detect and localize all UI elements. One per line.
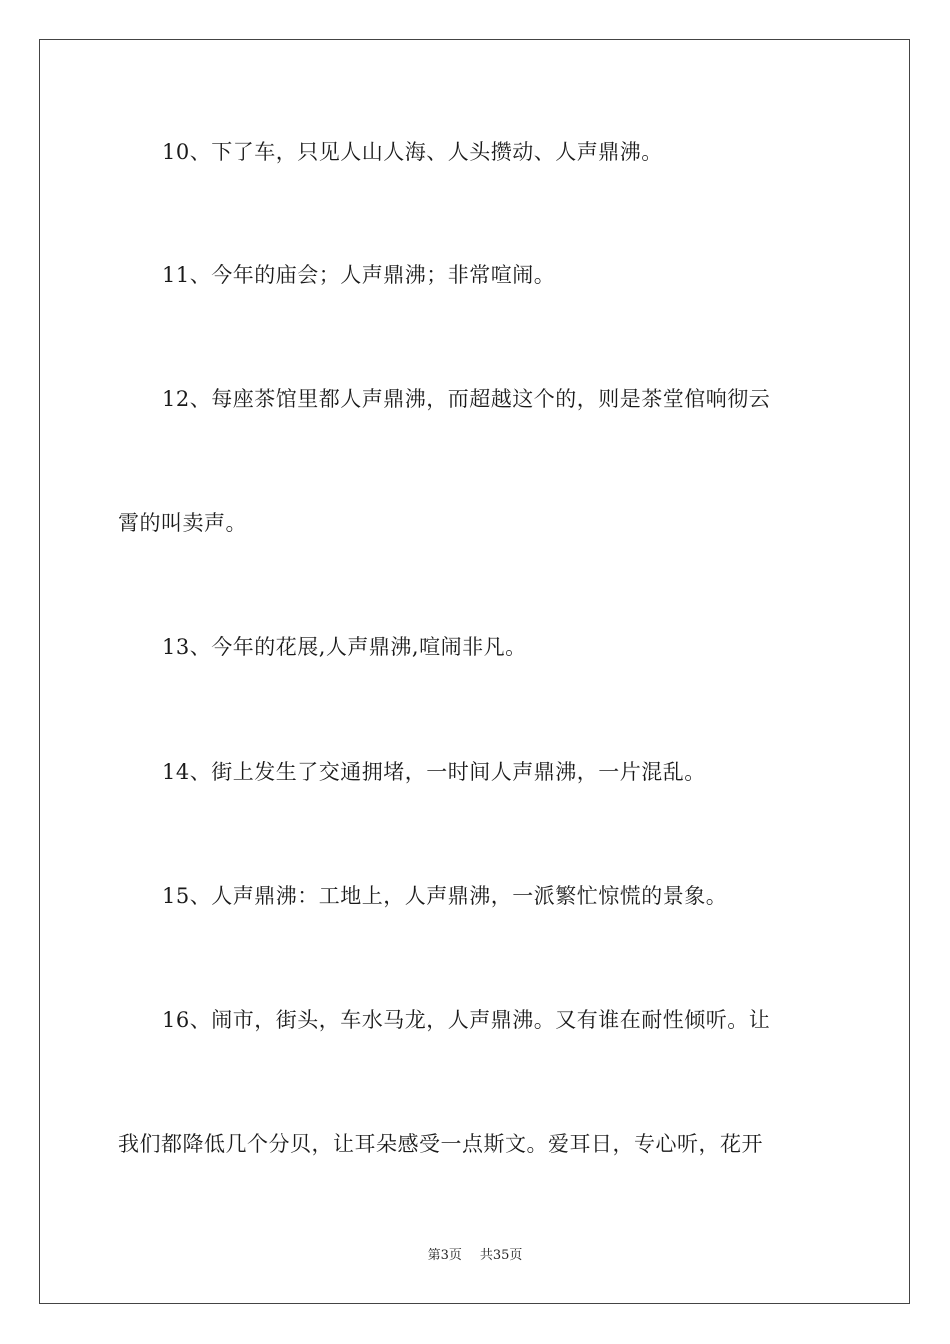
page-total: 共35页 — [479, 1248, 523, 1263]
sentence-14: 14、街上发生了交通拥堵，一时间人声鼎沸，一片混乱。 — [162, 760, 706, 784]
sentence-16-line-1: 16、闹市，街头，车水马龙，人声鼎沸。又有谁在耐性倾听。让 — [162, 1008, 771, 1032]
sentence-11: 11、今年的庙会；人声鼎沸；非常喧闹。 — [162, 263, 556, 287]
page-number: 第3页 — [427, 1248, 462, 1263]
sentence-12-line-2: 霄的叫卖声。 — [118, 511, 247, 535]
sentence-13: 13、今年的花展,人声鼎沸,喧闹非凡。 — [162, 635, 527, 659]
page-border — [39, 39, 910, 1304]
sentence-16-line-2: 我们都降低几个分贝，让耳朵感受一点斯文。爱耳日，专心听，花开 — [118, 1132, 763, 1156]
page-footer — [0, 1244, 950, 1263]
sentence-15: 15、人声鼎沸：工地上，人声鼎沸，一派繁忙惊慌的景象。 — [162, 884, 728, 908]
sentence-10: 10、下了车，只见人山人海、人头攒动、人声鼎沸。 — [162, 140, 663, 164]
sentence-12-line-1: 12、每座茶馆里都人声鼎沸，而超越这个的，则是茶堂倌响彻云 — [162, 387, 771, 411]
